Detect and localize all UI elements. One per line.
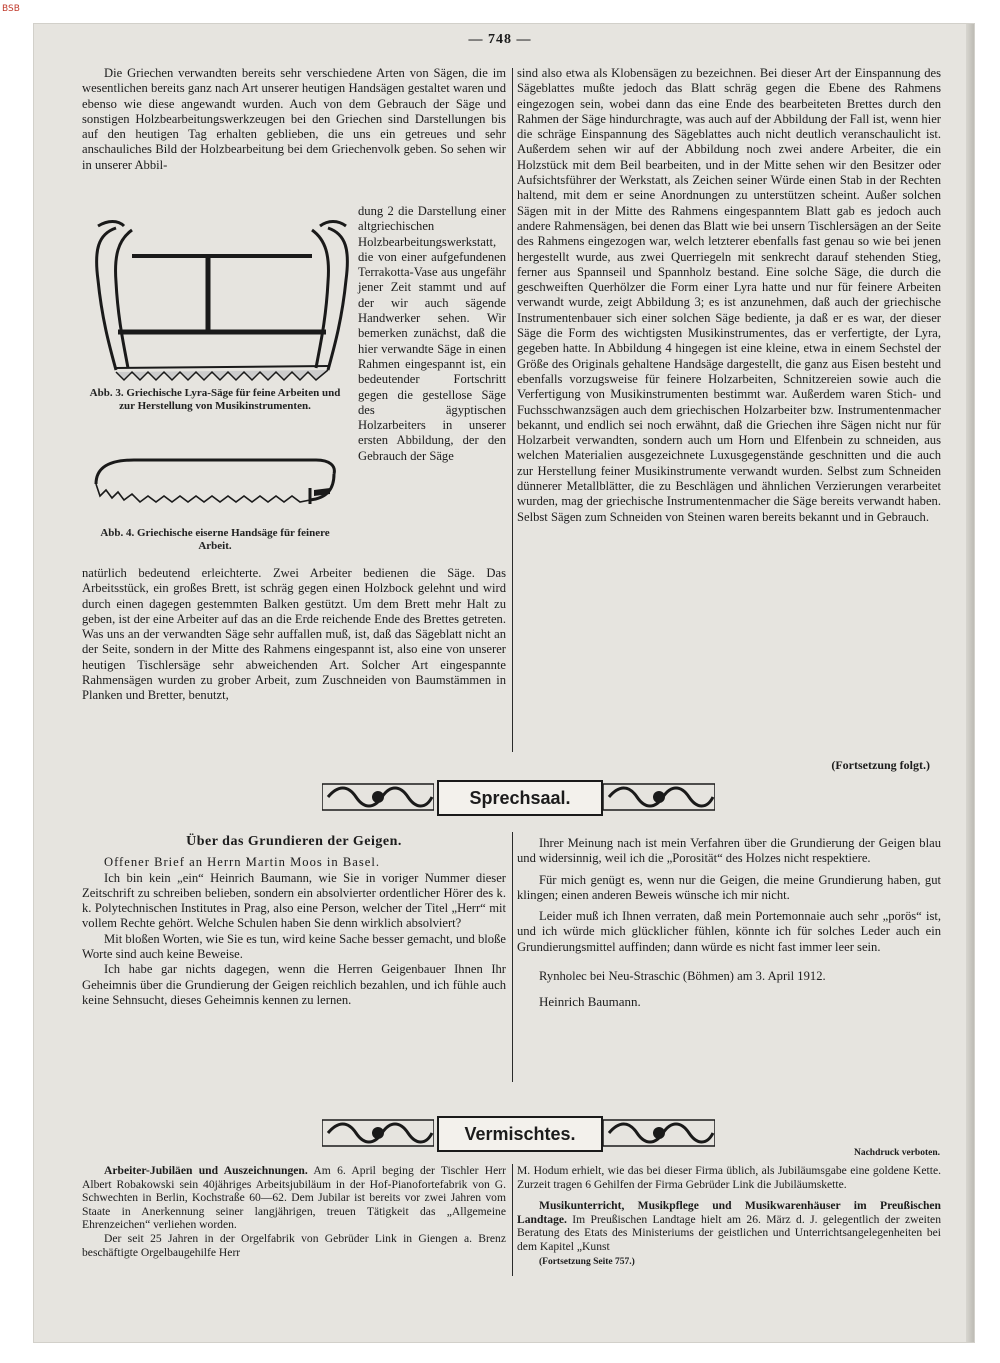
sprechsaal-subtitle: Offener Brief an Herrn Martin Moos in Basel. xyxy=(104,855,380,870)
vermischtes-heading: Arbeiter-Jubiläen und Auszeichnungen. xyxy=(104,1164,308,1177)
vermischtes-left-column xyxy=(82,1164,506,1259)
sprechsaal-right-column xyxy=(517,836,941,1010)
article-paragraph: sind also etwa als Klobensägen zu bezeichnen. Bei dieser Art der Einspannung des Sägeblattes mußte jedoch das Blatt schräg gegen die Ebene des Rahmens eingezogen sein, wobei dann das eine Ende des bearbeiteten Brettes durch den Rahmen der Säge hindurchragte, was auch auf der Abbildung der Fall ist, wenn hier die schräge Einspannung des Sägeblattes auch nicht deutlich veranschaulicht ist. Außerdem sehen wir auf der Abbildung noch zwei andere Arbeiter, die ein Holzstück mit dem Beil bearbeiten, und in der Mitte sehen wir den Besitzer oder Aufsichtsführer der Werkstatt, als Zeichen seiner Würde einen Stab in der Rechten haltend, mit dem er seine Anordnungen zu unterstützen scheint. Außer solchen Sägen mit in der Mitte des Rahmens eingespanntem Blatt gab es jedoch auch andere Rahmensägen, bei denen das Blatt wie bei unsern Tischlersägen an der Seite des Rahmens eingezogen war, welch letzterer ebenfalls fast genau so wie bei jenen hergestellt wurde, aus zwei Querriegeln mit senkrecht darauf stehenden Stieg, ferner aus Spannseil und Spannholz bestand. Eine solche Säge, die durch die geschweiften Querhölzer die Form einer Lyra hatte und nur für feinere Arbeiten verwandt wurde, zeigt Abbildung 3; es ist anzunehmen, daß auch der griechische Instrumentenbauer sich einer solchen Säge bediente, ja daß er es war, der dieser Säge die Form des wichtigsten Musikinstrumentes, das er verfertigte, der Lyra, gegeben hatte. In Abbildung 4 hingegen ist eine kleine, etwa in einem Sechstel der Größe des Originals gehaltene Handsäge dargestellt, die ganz aus Eisen besteht und ebenfalls vorzugsweise für feinere Holzarbeiten, Schnitzereien sowie auch die Verfertigung von Musikinstrumenten bestimmt war. Außerdem waren Stich- und Fuchsschwanzsägen auch dem griechischen Holzarbeiter bzw. Instrumentenmacher bekannt, und endlich sei noch erwähnt, daß die Griechen ihre Sägen nicht nur für Holzarbeit verwandten, sondern auch um Horn und Elfenbein zu schneiden, aus welchen Materialien ausgezeichnete Luxusgegenstände geschnitten und die auch zur Herstellung feiner Musikinstrumente verwandt wurden. Selbst zum Schneiden dünnerer Metallblätter, die zu Beschlägen und ähnlichen Verzierungen verarbeitet wurden, mag der griechische Instrumentenmacher die Säge bereits verwandt haben. Selbst Sägen zum Schneiden von Steinen waren bereits bekannt und in Gebrauch. xyxy=(517,66,941,524)
page-edge xyxy=(966,24,974,1342)
vermischtes-paragraph: Im Preußischen Landtage hielt am 26. März d. J. gelegentlich der zweiten Beratung des Etats des Ministeriums der geistlichen und Unterrichtsangelegenheiten bei dem Kapitel „Kunst xyxy=(517,1212,941,1253)
sprechsaal-place-date: Rynholec bei Neu-Straschic (Böhmen) am 3. April 1912. xyxy=(539,969,826,984)
column-divider xyxy=(512,68,513,752)
ornament-left-icon xyxy=(322,782,434,812)
sprechsaal-paragraph: Mit bloßen Worten, wie Sie es tun, wird keine Sache besser gemacht, und bloße Worte sind auch keine Beweise. xyxy=(82,931,506,962)
reprint-notice: Nachdruck verboten. xyxy=(853,1148,940,1158)
article-paragraph: dung 2 die Darstellung einer altgriechischen Holzbearbeitungswerkstatt, die von einer aufgefundenen Terrakotta-Vase aus ungefähr jener Zeit stammt und auf der wir auch sägende Handwerker sehen. Wir bemerken zunächst, daß die hier verwandte Säge in einen Rahmen eingespannt ist, ein bedeutender Fortschritt gegen die gestellose Säge des ägyptischen Holzarbeiters in unserer ersten Abbildung, der den Gebrauch der Säge xyxy=(358,204,506,463)
sprechsaal-paragraph: Ich bin kein „ein“ Heinrich Baumann, wie Sie in voriger Nummer dieser Zeitschrift zu schreiben belieben, sondern ein absolvierter ordentlicher Hörer des k. k. Polytechnischen Institutes in Prag, also eine Person, welcher der Titel „Herr“ mit vollem Rechte gehört. Welche Schulen haben Sie denn wirklich absolviert? xyxy=(82,870,506,931)
vermischtes-paragraph: Am 6. April beging der Tischler Herr Albert Robakowski sein 40jähriges Arbeitsjubiläum in der Hof-Pianofortefabrik von G. Schwechten in Berlin, Kochstraße 60—62. Dem Jubilar ist bereits vor zwei Jahren vom Staate in Anerkennung seiner langjährigen, treuen Tätigkeit das „Allgemeine Ehrenzeichen“ verliehen worden. xyxy=(82,1164,506,1232)
ornament-right-icon xyxy=(603,1118,715,1148)
article-paragraph: Die Griechen verwandten bereits sehr verschiedene Arten von Sägen, die im wesentlichen bereits ganz nach Art unserer heutigen Handsägen gestaltet waren und ebenso wie diese angewandt wurden. Auch von dem Gebrauch der Säge und sonstigen Holzbearbeitungswerkzeugen bei den Griechen sind Darstellungen bis auf den heutigen Tag erhalten geblieben, die uns ein getreues und sehr anschauliches Bild der Holzbearbeitung bei dem Griechenvolk geben. So sehen wir in unserer Abbil- xyxy=(82,66,506,172)
sprechsaal-paragraph: Für mich genügt es, wenn nur die Geigen, die meine Grundierung haben, gut klingen; einen anderen Beweis wünsche ich mir nicht. xyxy=(517,872,941,902)
figure-3-caption: Abb. 3. Griechische Lyra-Säge für feine Arbeiten und zur Herstellung von Musikinstrumenten. xyxy=(89,387,341,412)
column-divider xyxy=(512,832,513,1082)
article-left-narrow xyxy=(358,204,506,464)
sprechsaal-header-band xyxy=(322,776,715,818)
sprechsaal-title: Sprechsaal. xyxy=(437,780,603,816)
lyra-saw-figure xyxy=(88,220,356,398)
article-paragraph: natürlich bedeutend erleichterte. Zwei Arbeiter bedienen die Säge. Das Arbeitsstück, ein großes Brett, ist schräg gegen einen Holzbock gelehnt und wird durch einen dagegen gestemmten Balken gestützt. Um dem Brett mehr Halt zu geben, ist der eine Arbeiter auf das an die Erde reichende Ende des Brettes getreten. Was uns an der verwandten Säge sehr auffallen muß, ist, daß das Sägeblatt nicht an der Seite, sondern in der Mitte des Rahmens eingespannt ist, also eine von unserer heutigen Tischlersäge sehr abweichenden Art. Solcher Art eingespannte Rahmensägen wurden zu grober Arbeit, zum Zuschneiden von Baumstämmen in Planken und Bretter, benutzt, xyxy=(82,566,506,703)
article-right xyxy=(517,66,941,525)
vermischtes-title: Vermischtes. xyxy=(437,1116,603,1152)
article-left-bottom xyxy=(82,566,506,704)
sprechsaal-paragraph: Ich habe gar nichts dagegen, wenn die Herren Geigenbauer Ihnen Ihr Geheimnis über die Grundierung der Geigen reichlich bezahlen, und ich fühle auch keine Sehnsucht, dieses Geheimnis kennen zu lernen. xyxy=(82,962,506,1007)
continued-note: (Fortsetzung folgt.) xyxy=(831,758,930,772)
figure-4-caption: Abb. 4. Griechische eiserne Handsäge für feinere Arbeit. xyxy=(100,527,330,552)
vermischtes-paragraph: Der seit 25 Jahren in der Orgelfabrik von Gebrüder Link in Giengen a. Brenz beschäftigte Orgelbaugehilfe Herr xyxy=(82,1231,506,1259)
vermischtes-continued: (Fortsetzung Seite 757.) xyxy=(539,1256,635,1267)
vermischtes-header-band xyxy=(322,1112,715,1154)
vermischtes-right-column xyxy=(517,1164,941,1269)
ornament-right-icon xyxy=(603,782,715,812)
page-number: — 748 — xyxy=(468,32,532,47)
article-left-top xyxy=(82,66,506,173)
vermischtes-paragraph: M. Hodum erhielt, wie das bei dieser Firma üblich, als Jubiläumsgabe eine goldene Kette. Zurzeit tragen 6 Gehilfen der Firma Gebrüder Link die Jubiläumskette. xyxy=(517,1164,941,1191)
library-stamp: BSB xyxy=(2,4,20,14)
column-divider xyxy=(512,1164,513,1276)
sprechsaal-signature: Heinrich Baumann. xyxy=(539,994,641,1010)
sprechsaal-left-column xyxy=(82,834,506,1008)
sprechsaal-article-title: Über das Grundieren der Geigen. xyxy=(186,834,402,849)
vermischtes-heading: Musikunterricht, Musikpflege und Musikwarenhäuser im Preußischen Landtage. xyxy=(517,1199,941,1226)
ornament-left-icon xyxy=(322,1118,434,1148)
sprechsaal-paragraph: Leider muß ich Ihnen verraten, daß mein Portemonnaie auch sehr „porös“ ist, und ich würde mich glücklicher fühlen, könnte ich für solches Leder auch ein Grundierungsmittel auffinden; dann würde es nicht fast immer leer sein. xyxy=(517,909,941,954)
hand-saw-figure xyxy=(84,448,346,524)
sprechsaal-paragraph: Ihrer Meinung nach ist mein Verfahren über die Grundierung der Geigen blau und widersinnig, weil ich die „Porosität“ des Holzes nicht respektiere. xyxy=(517,836,941,866)
